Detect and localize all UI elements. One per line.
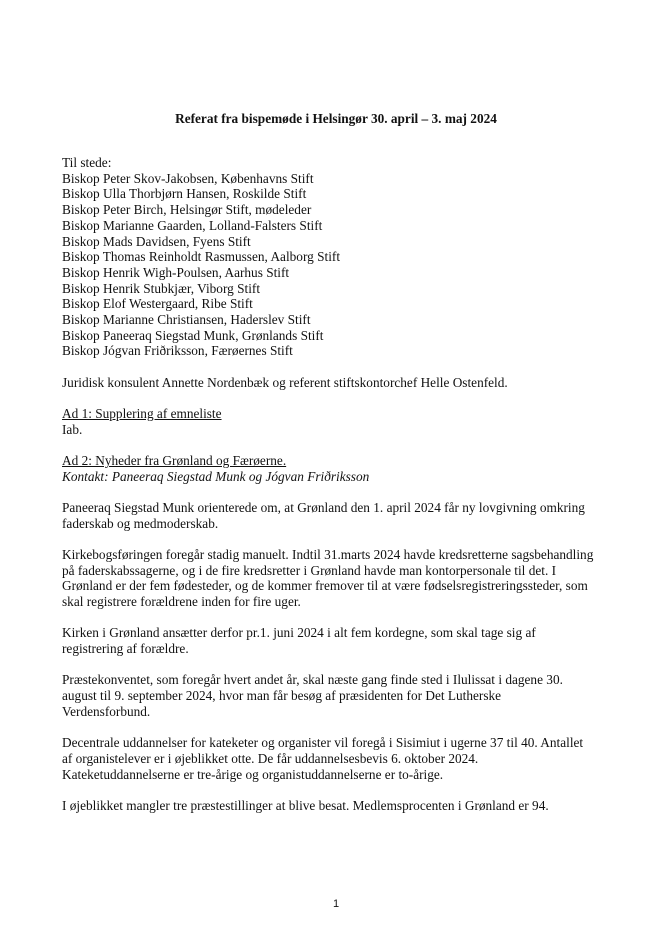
paragraph-line: Verdensforbund.: [62, 703, 151, 719]
paragraph-legislation: [62, 500, 622, 531]
attendee-list: [62, 171, 622, 359]
document-title: Referat fra bispemøde i Helsingør 30. april – 3. maj 2024: [175, 111, 497, 126]
paragraph-line: Kirkebogsføringen foregår stadig manuelt. Indtil 31.marts 2024 havde kredsretterne sagsbehandling: [62, 547, 594, 563]
paragraph-line: Decentrale uddannelser for kateketer og organister vil foregå i Sisimiut i ugerne 37 til 40. Antallet: [62, 735, 584, 751]
page-number: 1: [332, 898, 340, 910]
paragraph-parish-clerks: [62, 625, 622, 656]
attendee-item: Biskop Henrik Stubkjær, Viborg Stift: [62, 280, 261, 296]
paragraph-line: af organistelever er i øjeblikket otte. De får uddannelsesbevis 6. oktober 2024.: [62, 750, 479, 766]
item-1-heading: Ad 1: Supplering af emneliste: [62, 406, 222, 422]
attendee-item: Biskop Henrik Wigh-Poulsen, Aarhus Stift: [62, 264, 290, 280]
attendee-item: Biskop Thomas Reinholdt Rasmussen, Aalborg Stift: [62, 249, 341, 265]
paragraph-line: skal registrere forældrene inden for fire uger.: [62, 594, 301, 610]
attendee-item: Biskop Paneeraq Siegstad Munk, Grønlands Stift: [62, 327, 324, 343]
paragraph-line: Kateketuddannelserne er tre-årige og organistuddannelserne er to-årige.: [62, 766, 444, 782]
attendee-item: Biskop Mads Davidsen, Fyens Stift: [62, 233, 251, 249]
paragraph-education: [62, 735, 622, 782]
document-body: [62, 155, 622, 814]
paragraph-line: på faderskabssagerne, og i de fire kredsretter i Grønland havde man kontorpersonale til det. I: [62, 562, 557, 578]
attendee-item: Biskop Marianne Gaarden, Lolland-Falsters Stift: [62, 217, 323, 233]
attendance-heading: Til stede:: [62, 155, 112, 170]
paragraph-line: I øjeblikket mangler tre præstestillinger at blive besat. Medlemsprocenten i Grønland er 94.: [62, 797, 549, 813]
attendee-item: Biskop Peter Skov-Jakobsen, Københavns Stift: [62, 170, 314, 186]
paragraph-line: august til 9. september 2024, hvor man får besøg af præsidenten for Det Lutherske: [62, 688, 502, 704]
item-2-contact: Kontakt: Paneeraq Siegstad Munk og Jógvan Friðriksson: [62, 468, 370, 484]
staff-line: Juridisk konsulent Annette Nordenbæk og referent stiftskontorchef Helle Ostenfeld.: [62, 374, 508, 390]
item-2-heading: Ad 2: Nyheder fra Grønland og Færøerne.: [62, 453, 287, 469]
paragraph-vacancies: [62, 798, 622, 814]
attendee-item: Biskop Ulla Thorbjørn Hansen, Roskilde Stift: [62, 186, 307, 202]
paragraph-church-records: [62, 547, 622, 610]
paragraph-line: Kirken i Grønland ansætter derfor pr.1. juni 2024 i alt fem kordegne, som skal tage sig af: [62, 625, 536, 641]
attendee-item: Biskop Elof Westergaard, Ribe Stift: [62, 296, 253, 312]
paragraph-line: registrering af forældre.: [62, 641, 189, 657]
paragraph-pastoral-convention: [62, 672, 622, 719]
attendee-item: Biskop Peter Birch, Helsingør Stift, mødeleder: [62, 202, 312, 218]
paragraph-line: Grønland er der fem fødesteder, og de kommer fremover til at være fødselsregistreringssteder, som: [62, 578, 588, 594]
item-1-text: Iab.: [62, 421, 83, 437]
attendee-item: Biskop Jógvan Friðriksson, Færøernes Stift: [62, 343, 293, 359]
paragraph-line: faderskab og medmoderskab.: [62, 515, 219, 531]
attendee-item: Biskop Marianne Christiansen, Haderslev Stift: [62, 312, 311, 328]
paragraph-line: Præstekonventet, som foregår hvert andet år, skal næste gang finde sted i Ilulissat i dagene 30.: [62, 672, 563, 688]
paragraph-line: Paneeraq Siegstad Munk orienterede om, at Grønland den 1. april 2024 får ny lovgivning omkring: [62, 500, 585, 516]
